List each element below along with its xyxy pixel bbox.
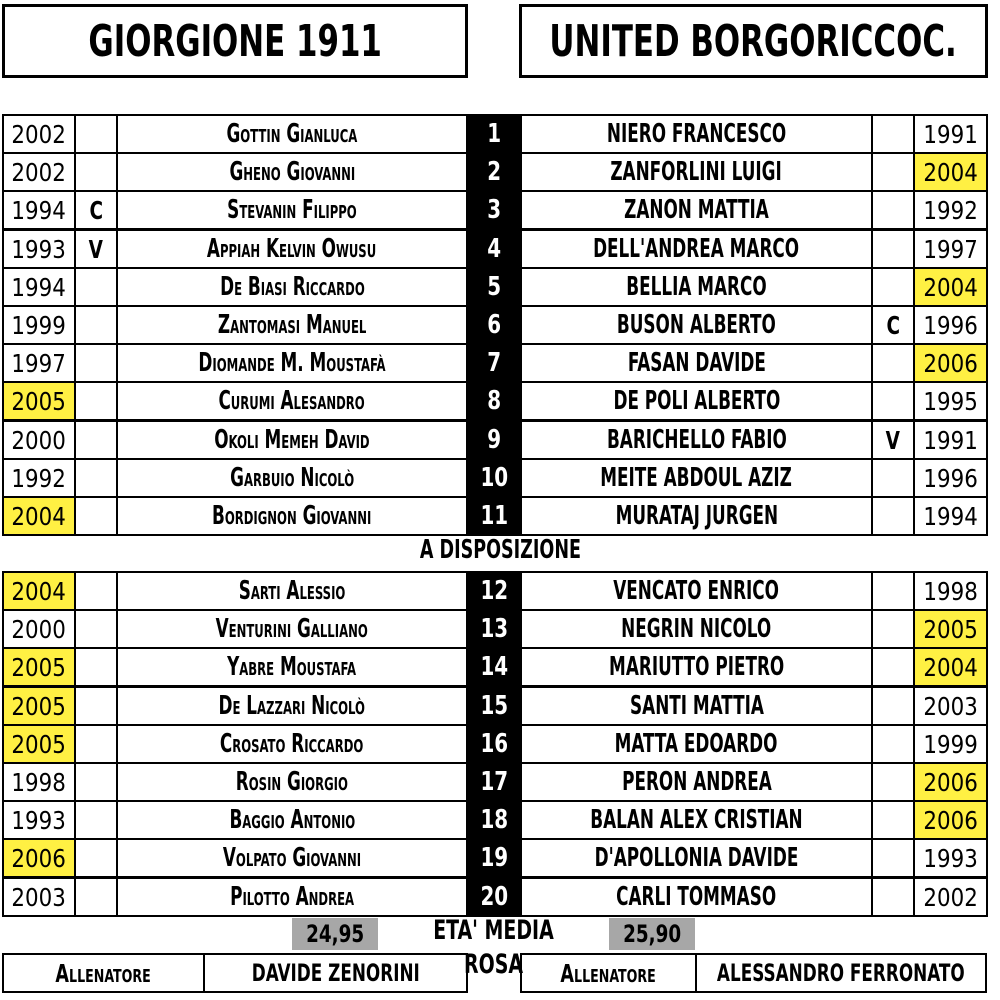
shirt-number [466,458,522,498]
away-average-age-value: 25,90 [622,920,682,948]
away-player-role [871,838,915,878]
home-player-year [2,267,76,307]
home-team-title [2,4,468,78]
home-player-year-text: 1994 [11,272,67,302]
away-player-role-text: V [885,425,901,455]
away-player-name-text: NIERO FRANCESCO [606,119,787,149]
away-player-name [520,762,873,802]
home-player-year-text: 1993 [11,234,67,264]
home-player-name [116,229,468,269]
home-player-name [116,496,468,536]
home-player-name [116,343,468,383]
home-player-name-text: Curumi Alesandro [218,386,366,416]
home-player-role [74,647,118,687]
home-player-name [116,838,468,878]
home-player-year [2,458,76,498]
home-player-name-text: Volpato Giovanni [222,843,362,873]
home-coach-label-text: Allenatore [55,958,152,988]
home-player-name-text: Sarti Alessio [238,576,346,606]
shirt-number [466,420,522,460]
away-player-name-text: MATTA EDOARDO [615,729,778,759]
away-player-year-text: 2002 [923,882,978,912]
home-player-name [116,800,468,840]
away-player-year [913,381,988,421]
shirt-number [466,229,522,269]
home-player-year-text: 1994 [11,195,67,225]
away-player-role [871,877,915,917]
home-player-role [74,724,118,764]
away-player-name-text: MARIUTTO PIETRO [608,652,785,682]
away-player-name-text: VENCATO ENRICO [613,576,780,606]
away-player-year-text: 2004 [923,272,978,302]
away-player-name-text: MEITE ABDOUL AZIZ [600,463,793,493]
shirt-number-text: 19 [480,843,508,873]
away-player-year-text: 1994 [923,501,978,531]
home-player-role [74,762,118,802]
home-player-year-text: 2004 [11,501,67,531]
shirt-number-text: 18 [480,805,508,835]
shirt-number-text: 15 [480,691,508,721]
away-player-year [913,571,988,611]
away-average-age [609,918,695,950]
shirt-number-text: 3 [487,195,501,225]
away-player-year-text: 2004 [923,652,978,682]
home-player-name-text: Pilotto Andrea [230,882,354,912]
shirt-number [466,343,522,383]
away-player-year-text: 2006 [923,348,978,378]
bench-heading-text: A DISPOSIZIONE [419,535,581,565]
home-player-name-text: De Biasi Riccardo [219,272,365,302]
away-player-role [871,647,915,687]
away-player-year [913,114,988,154]
away-player-name [520,571,873,611]
away-player-role [871,190,915,230]
away-player-name-text: PERON ANDREA [621,767,772,797]
away-player-role [871,762,915,802]
away-player-year-text: 2006 [923,805,978,835]
away-player-name [520,838,873,878]
away-player-name [520,458,873,498]
home-player-year-text: 1997 [11,348,67,378]
home-player-role [74,305,118,345]
away-player-year-text: 1997 [923,234,978,264]
away-player-year-text: 2003 [923,691,978,721]
away-player-year [913,229,988,269]
shirt-number-text: 5 [487,272,501,302]
home-player-name-text: Crosato Riccardo [220,729,364,759]
away-coach-name [695,953,987,993]
away-player-name-text: ZANON MATTIA [624,195,769,225]
shirt-number-text: 4 [487,234,501,264]
home-coach-name-text: DAVIDE ZENORINI [251,959,420,987]
away-player-name-text: NEGRIN NICOLO [621,614,772,644]
away-player-role [871,686,915,726]
home-player-name-text: Gottin Gianluca [226,119,358,149]
away-player-role-text: C [886,310,900,340]
home-player-year [2,152,76,192]
away-player-role [871,267,915,307]
away-player-role [871,343,915,383]
away-player-name-text: DE POLI ALBERTO [613,386,780,416]
away-player-role [871,114,915,154]
away-player-year-text: 1998 [923,576,978,606]
shirt-number-text: 14 [480,652,508,682]
home-player-role [74,343,118,383]
away-player-year-text: 1992 [923,195,978,225]
home-player-name [116,647,468,687]
away-player-year [913,496,988,536]
away-player-name [520,152,873,192]
away-player-role [871,381,915,421]
home-player-name [116,305,468,345]
away-player-name [520,686,873,726]
home-coach-label [2,953,205,993]
away-team-name: UNITED BORGORICCOC. [549,15,958,67]
home-player-year-text: 2005 [11,386,67,416]
average-age-label-text: ETA' MEDIA ROSA [433,915,554,980]
home-player-name [116,152,468,192]
home-player-role [74,800,118,840]
away-player-year [913,609,988,649]
home-player-role [74,381,118,421]
away-player-name-text: FASAN DAVIDE [627,348,766,378]
home-player-name-text: De Lazzari Nicolò [218,691,366,721]
away-player-year-text: 1991 [923,425,978,455]
away-player-name-text: BARICHELLO FABIO [606,425,787,455]
shirt-number-text: 8 [487,386,501,416]
away-player-year-text: 1996 [923,310,978,340]
away-player-year [913,190,988,230]
shirt-number-text: 11 [480,501,508,531]
away-coach-label-text: Allenatore [560,958,657,988]
shirt-number [466,686,522,726]
home-player-year [2,686,76,726]
home-player-role [74,152,118,192]
home-player-name-text: Appiah Kelvin Owusu [207,234,377,264]
shirt-number [466,305,522,345]
shirt-number [466,762,522,802]
away-player-name [520,647,873,687]
home-player-name [116,571,468,611]
home-player-year [2,762,76,802]
away-player-name-text: BALAN ALEX CRISTIAN [590,805,803,835]
home-player-year [2,609,76,649]
shirt-number-text: 6 [487,310,501,340]
home-player-year-text: 2005 [11,729,67,759]
away-team-title [519,4,988,78]
shirt-number [466,647,522,687]
home-player-year [2,496,76,536]
away-player-name-text: MURATAJ JURGEN [615,501,778,531]
home-player-name-text: Gheno Giovanni [229,157,355,187]
shirt-number [466,496,522,536]
home-player-year [2,381,76,421]
home-player-name-text: Baggio Antonio [229,805,355,835]
home-player-role [74,267,118,307]
away-player-name-text: SANTI MATTIA [629,691,764,721]
away-player-year [913,343,988,383]
away-player-year [913,152,988,192]
away-player-role [871,571,915,611]
home-average-age-value: 24,95 [305,920,365,948]
home-player-year [2,838,76,878]
home-player-name [116,114,468,154]
away-player-role [871,609,915,649]
away-player-year [913,267,988,307]
home-player-role [74,420,118,460]
away-player-role [871,229,915,269]
away-player-name-text: D'APOLLONIA DAVIDE [594,843,799,873]
home-player-name [116,190,468,230]
shirt-number-text: 10 [480,463,508,493]
away-player-name [520,420,873,460]
home-coach-name [203,953,468,993]
home-player-year-text: 2002 [11,157,67,187]
shirt-number [466,381,522,421]
home-player-year-text: 2005 [11,691,67,721]
home-player-name [116,877,468,917]
home-player-name [116,420,468,460]
home-player-role [74,114,118,154]
home-player-year-text: 2006 [11,843,67,873]
home-player-year [2,305,76,345]
home-player-name-text: Bordignon Giovanni [212,501,372,531]
shirt-number [466,152,522,192]
away-player-year-text: 2005 [923,614,978,644]
home-player-year [2,877,76,917]
away-player-name [520,381,873,421]
home-player-name-text: Yabre Moustafa [227,652,357,682]
home-team-name: GIORGIONE 1911 [88,15,382,67]
away-player-name [520,305,873,345]
away-player-role [871,724,915,764]
home-player-year-text: 1999 [11,310,67,340]
home-player-name-text: Garbuio Nicolò [229,463,355,493]
home-player-year-text: 2003 [11,882,67,912]
home-player-name [116,686,468,726]
shirt-number-text: 13 [480,614,508,644]
shirt-number [466,724,522,764]
home-player-year [2,229,76,269]
away-player-year-text: 1996 [923,463,978,493]
home-player-year-text: 1992 [11,463,67,493]
home-player-name-text: Venturini Galliano [215,614,369,644]
shirt-number-text: 12 [480,576,508,606]
away-player-year-text: 2004 [923,157,978,187]
away-player-role [871,152,915,192]
home-player-role-text: C [89,195,103,225]
home-player-role [74,229,118,269]
home-player-year-text: 2004 [11,576,67,606]
away-player-role [871,496,915,536]
home-player-role [74,686,118,726]
away-player-name [520,496,873,536]
away-player-name-text: DELL'ANDREA MARCO [593,234,800,264]
home-player-name [116,458,468,498]
shirt-number [466,190,522,230]
away-player-role [871,800,915,840]
away-player-year-text: 1991 [923,119,978,149]
away-player-year [913,458,988,498]
away-player-name [520,114,873,154]
away-player-role [871,458,915,498]
home-player-year-text: 1998 [11,767,67,797]
shirt-number-text: 2 [487,157,501,187]
home-player-year-text: 1993 [11,805,67,835]
away-player-name-text: CARLI TOMMASO [616,882,777,912]
bench-heading [0,535,1000,565]
away-player-name-text: BELLIA MARCO [626,272,767,302]
away-player-year [913,800,988,840]
home-player-name [116,609,468,649]
away-player-year [913,305,988,345]
away-player-year-text: 1993 [923,843,978,873]
away-player-name [520,877,873,917]
home-player-year-text: 2005 [11,652,67,682]
away-coach-name-text: ALESSANDRO FERRONATO [717,959,965,987]
home-player-year-text: 2000 [11,614,67,644]
home-player-year-text: 2000 [11,425,67,455]
home-player-name-text: Okoli Memeh David [214,425,370,455]
away-player-name [520,229,873,269]
home-player-year [2,800,76,840]
away-player-name [520,724,873,764]
home-player-year [2,724,76,764]
home-player-name [116,724,468,764]
shirt-number [466,571,522,611]
home-player-name-text: Diomande M. Moustafà [198,348,386,378]
home-player-year [2,571,76,611]
away-player-year [913,647,988,687]
away-player-year-text: 2006 [923,767,978,797]
away-player-name [520,343,873,383]
away-player-year-text: 1999 [923,729,978,759]
shirt-number [466,114,522,154]
shirt-number-text: 9 [487,425,501,455]
home-player-name [116,267,468,307]
home-player-year-text: 2002 [11,119,67,149]
away-player-year [913,877,988,917]
away-player-year [913,420,988,460]
home-player-name [116,762,468,802]
shirt-number-text: 20 [480,882,508,912]
away-player-name-text: ZANFORLINI LUIGI [610,157,783,187]
home-player-year [2,420,76,460]
away-player-year [913,686,988,726]
shirt-number [466,838,522,878]
home-player-role [74,571,118,611]
away-player-name [520,190,873,230]
home-average-age [292,918,378,950]
home-player-name-text: Zantomasi Manuel [217,310,367,340]
shirt-number [466,609,522,649]
away-player-name-text: BUSON ALBERTO [617,310,776,340]
home-player-role [74,609,118,649]
home-player-role [74,190,118,230]
home-player-role [74,496,118,536]
away-player-role [871,305,915,345]
away-player-year-text: 1995 [923,386,978,416]
home-player-role [74,458,118,498]
home-player-role [74,877,118,917]
home-player-name-text: Stevanin Filippo [227,195,357,225]
shirt-number-text: 7 [487,348,501,378]
average-age-label [380,914,607,980]
shirt-number [466,877,522,917]
home-player-year [2,114,76,154]
home-player-year [2,343,76,383]
shirt-number-text: 17 [480,767,508,797]
shirt-number [466,800,522,840]
away-player-year [913,838,988,878]
away-player-year [913,724,988,764]
away-coach-label [520,953,697,993]
away-player-name [520,800,873,840]
home-player-year [2,190,76,230]
shirt-number [466,267,522,307]
home-player-role-text: V [88,234,104,264]
shirt-number-text: 16 [480,729,508,759]
shirt-number-text: 1 [487,119,501,149]
home-player-role [74,838,118,878]
home-player-name [116,381,468,421]
away-player-name [520,267,873,307]
home-player-name-text: Rosin Giorgio [235,767,349,797]
away-player-year [913,762,988,802]
home-player-year [2,647,76,687]
away-player-role [871,420,915,460]
away-player-name [520,609,873,649]
